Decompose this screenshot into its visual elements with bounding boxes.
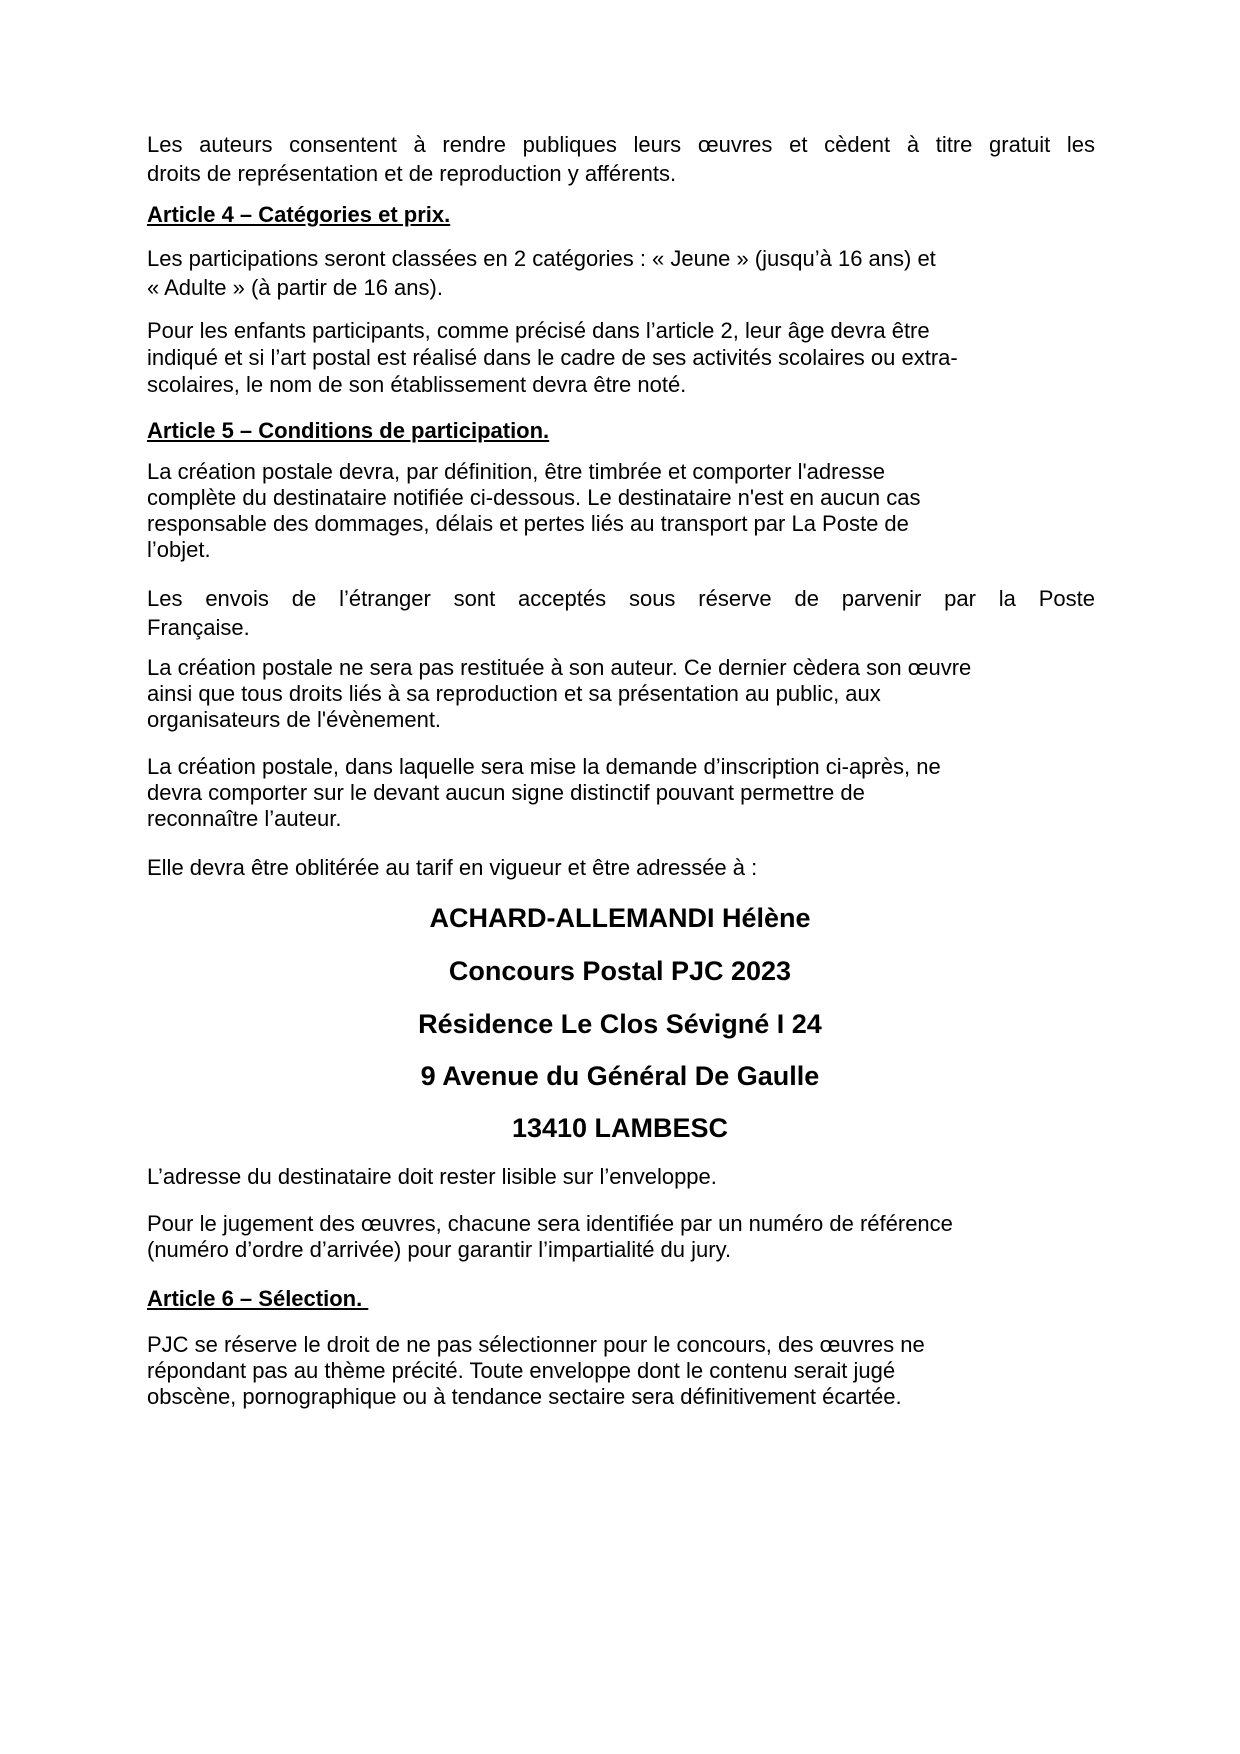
address-line-name: ACHARD-ALLEMANDI Hélène [429, 903, 811, 933]
text-line: L’adresse du destinataire doit rester lisible sur l’enveloppe. [147, 1164, 717, 1189]
article-5-paragraph-7 [147, 1211, 1095, 1263]
text-line: Pour les enfants participants, comme précisé dans l’article 2, leur âge devra être [147, 318, 930, 343]
text-line: devra comporter sur le devant aucun signe distinctif pouvant permettre de [147, 780, 865, 805]
article-6-heading: Article 6 – Sélection. [147, 1286, 369, 1311]
address-line-city: 13410 LAMBESC [511, 1113, 729, 1143]
text-line: PJC se réserve le droit de ne pas sélectionner pour le concours, des œuvres ne [147, 1332, 925, 1357]
intro-paragraph [147, 130, 1095, 188]
text-line: La création postale ne sera pas restituée à son auteur. Ce dernier cèdera son œuvre [147, 655, 972, 680]
article-4-heading-block [147, 200, 1095, 229]
article-5-paragraph-5 [147, 853, 1095, 882]
text-line: droits de représentation et de reproduction y afférents. [147, 161, 677, 186]
article-5-paragraph-6 [147, 1162, 1095, 1191]
text-line: (numéro d’ordre d’arrivée) pour garantir l’impartialité du jury. [147, 1237, 732, 1262]
text-line: Française. [147, 615, 250, 640]
text-line: Pour le jugement des œuvres, chacune sera identifiée par un numéro de référence [147, 1211, 953, 1236]
article-6-paragraph-1 [147, 1332, 1095, 1410]
text-line: obscène, pornographique ou à tendance sectaire sera définitivement écartée. [147, 1384, 902, 1409]
article-5-paragraph-2 [147, 584, 1095, 642]
text-line: La création postale devra, par définition, être timbrée et comporter l'adresse [147, 459, 885, 484]
article-5-paragraph-3 [147, 655, 1095, 733]
text-line: Elle devra être oblitérée au tarif en vigueur et être adressée à : [147, 855, 758, 880]
text-line: organisateurs de l'évènement. [147, 707, 442, 732]
text-line: Les envois de l’étranger sont acceptés sous réserve de parvenir par la Poste [147, 586, 1095, 611]
text-line: Les participations seront classées en 2 catégories : « Jeune » (jusqu’à 16 ans) et [147, 246, 936, 271]
address-line-residence: Résidence Le Clos Sévigné I 24 [418, 1009, 822, 1039]
text-line: « Adulte » (à partir de 16 ans). [147, 275, 443, 300]
text-line: Les auteurs consentent à rendre publiques leurs œuvres et cèdent à titre gratuit les [147, 132, 1095, 157]
text-line: reconnaître l’auteur. [147, 806, 342, 831]
address-line-contest: Concours Postal PJC 2023 [448, 956, 792, 986]
text-line: La création postale, dans laquelle sera mise la demande d’inscription ci-après, ne [147, 754, 941, 779]
text-line: l’objet. [147, 537, 211, 562]
article-4-paragraph-1 [147, 244, 1095, 302]
article-4-paragraph-2 [147, 317, 1095, 398]
text-line: ainsi que tous droits liés à sa reproduction et sa présentation au public, aux [147, 681, 881, 706]
article-6-heading-block [147, 1284, 1095, 1313]
article-5-heading: Article 5 – Conditions de participation. [147, 418, 550, 443]
text-line: répondant pas au thème précité. Toute enveloppe dont le contenu serait jugé [147, 1358, 896, 1383]
article-5-paragraph-1 [147, 459, 1095, 563]
text-line: responsable des dommages, délais et pertes liés au transport par La Poste de [147, 511, 909, 536]
text-line: scolaires, le nom de son établissement devra être noté. [147, 372, 687, 397]
address-line-street: 9 Avenue du Général De Gaulle [420, 1061, 820, 1091]
text-line: indiqué et si l’art postal est réalisé dans le cadre de ses activités scolaires ou extra- [147, 345, 958, 370]
text-line: complète du destinataire notifiée ci-dessous. Le destinataire n'est en aucun cas [147, 485, 921, 510]
article-5-heading-block [147, 416, 1095, 445]
article-4-heading: Article 4 – Catégories et prix. [147, 202, 451, 227]
article-5-paragraph-4 [147, 754, 1095, 832]
